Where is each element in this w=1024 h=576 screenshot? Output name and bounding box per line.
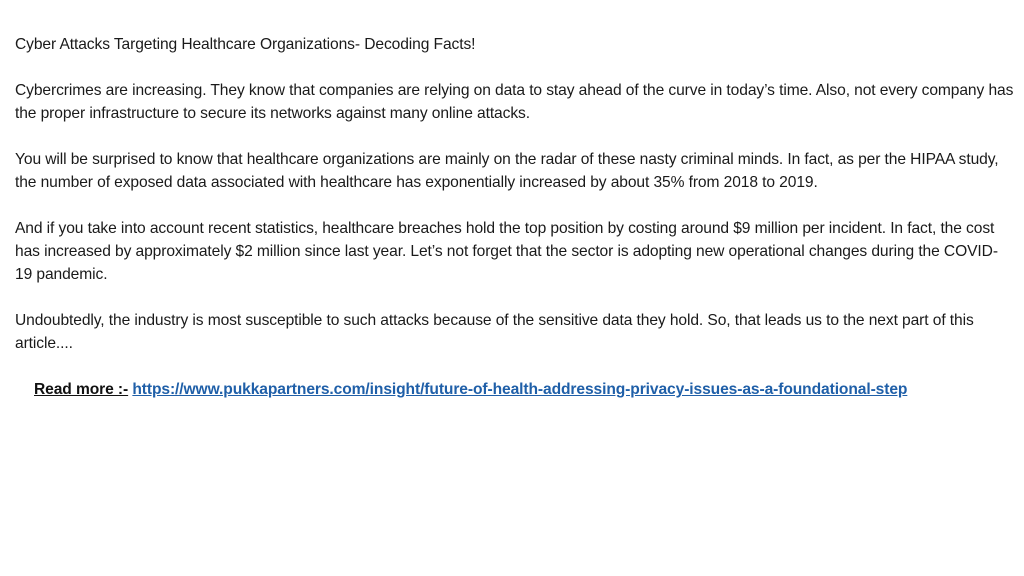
paragraph-conclusion: Undoubtedly, the industry is most susceptible to such attacks because of the sensitive data they hold. So, that leads us to the next part of this article.... [15,312,974,352]
paragraph-hipaa-study: You will be surprised to know that healthcare organizations are mainly on the radar of these nasty criminal minds. In fact, as per the HIPAA study, the number of exposed data associated with healthcare has exponentially increased by about 35% from 2018 to 2019. [15,151,999,191]
slide-content [15,33,1015,401]
read-more-link[interactable]: https://www.pukkapartners.com/insight/future-of-health-addressing-privacy-issues-as-a-foundational-step [132,381,908,398]
paragraph-statistics: And if you take into account recent statistics, healthcare breaches hold the top position by costing around $9 million per incident. In fact, the cost has increased by approximately $2 million since last year. Let’s not forget that the sector is adopting new operational changes during the COVID-19 pandemic. [15,220,998,283]
read-more-line [15,378,1015,401]
paragraph-intro: Cybercrimes are increasing. They know that companies are relying on data to stay ahead of the curve in today’s time. Also, not every company has the proper infrastructure to secure its networks against many online attacks. [15,82,1014,122]
read-more-label: Read more :- [34,381,129,398]
document-title: Cyber Attacks Targeting Healthcare Organizations- Decoding Facts! [15,36,476,53]
